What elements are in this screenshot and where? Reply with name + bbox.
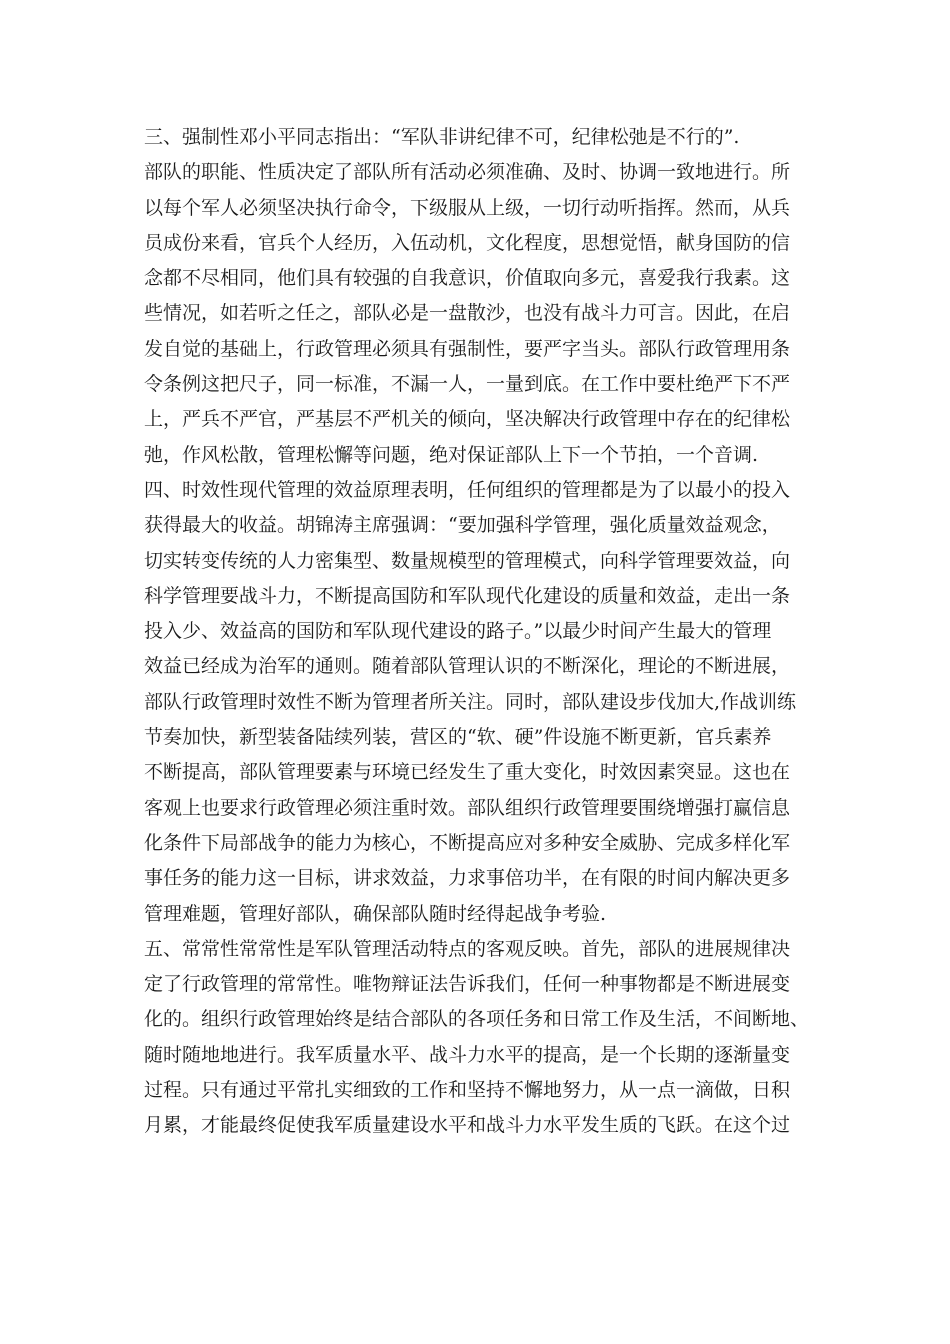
text-line: 些情况，如若听之任之，部队必是一盘散沙，也没有战斗力可言。因此，在启 [144,302,791,325]
text-line: 念都不尽相同，他们具有较强的自我意识，价值取向多元，喜爱我行我素。这 [144,267,791,290]
text-line: 上，严兵不严官，严基层不严机关的倾向，坚决解决行政管理中存在的纪律松 [144,408,791,431]
text-line: 不断提高，部队管理要素与环境已经发生了重大变化，时效因素突显。这也在 [144,761,791,784]
text-line: 五、常常性常常性是军队管理活动特点的客观反映。首先，部队的进展规律决 [144,937,791,960]
text-line: 部队行政管理时效性不断为管理者所关注。同时，部队建设步伐加大,作战训练 [144,690,797,713]
text-line: 三、强制性邓小平同志指出：“军队非讲纪律不可，纪律松弛是不行的”. [144,126,740,148]
text-line: 过程。只有通过平常扎实细致的工作和坚持不懈地努力，从一点一滴做，日积 [144,1079,791,1102]
text-line: 切实转变传统的人力密集型、数量规模型的管理模式，向科学管理要效益，向 [144,549,791,572]
text-line: 发自觉的基础上，行政管理必须具有强制性，要严字当头。部队行政管理用条 [144,337,791,360]
text-line: 效益已经成为治军的通则。随着部队管理认识的不断深化，理论的不断进展， [144,655,791,678]
text-line: 月累，才能最终促使我军质量建设水平和战斗力水平发生质的飞跃。在这个过 [144,1114,791,1137]
text-line: 获得最大的收益。胡锦涛主席强调：“要加强科学管理，强化质量效益观念， [144,514,781,537]
text-line: 化条件下局部战争的能力为核心，不断提高应对多种安全威胁、完成多样化军 [144,831,791,854]
text-line: 科学管理要战斗力，不断提高国防和军队现代化建设的质量和效益，走出一条 [144,584,791,607]
text-line: 员成份来看，官兵个人经历，入伍动机，文化程度，思想觉悟，献身国防的信 [144,231,791,254]
text-line: 节奏加快，新型装备陆续列装，营区的“软、硬”件设施不断更新，官兵素养 [144,726,772,749]
text-line: 定了行政管理的常常性。唯物辩证法告诉我们，任何一种事物都是不断进展变 [144,973,791,996]
text-line: 随时随地地进行。我军质量水平、战斗力水平的提高，是一个长期的逐渐量变 [144,1043,791,1066]
text-line: 部队的职能、性质决定了部队所有活动必须准确、及时、协调一致地进行。所 [144,161,791,184]
body-text [144,120,814,1144]
text-line: 令条例这把尺子，同一标准，不漏一人，一量到底。在工作中要杜绝严下不严 [144,373,791,396]
text-line: 化的。组织行政管理始终是结合部队的各项任务和日常工作及生活，不间断地、 [144,1008,810,1031]
text-line: 客观上也要求行政管理必须注重时效。部队组织行政管理要围绕增强打赢信息 [144,796,791,819]
text-line: 弛，作风松散，管理松懈等问题，绝对保证部队上下一个节拍，一个音调. [144,443,759,466]
text-line: 投入少、效益高的国防和军队现代建设的路子。”以最少时间产生最大的管理 [144,620,772,643]
text-line: 四、时效性现代管理的效益原理表明，任何组织的管理都是为了以最小的投入 [144,478,791,501]
text-line: 管理难题，管理好部队，确保部队随时经得起战争考验. [144,902,607,925]
text-line: 以每个军人必须坚决执行命令，下级服从上级，一切行动听指挥。然而，从兵 [144,196,791,219]
text-line: 事任务的能力这一目标，讲求效益，力求事倍功半，在有限的时间内解决更多 [144,867,791,890]
